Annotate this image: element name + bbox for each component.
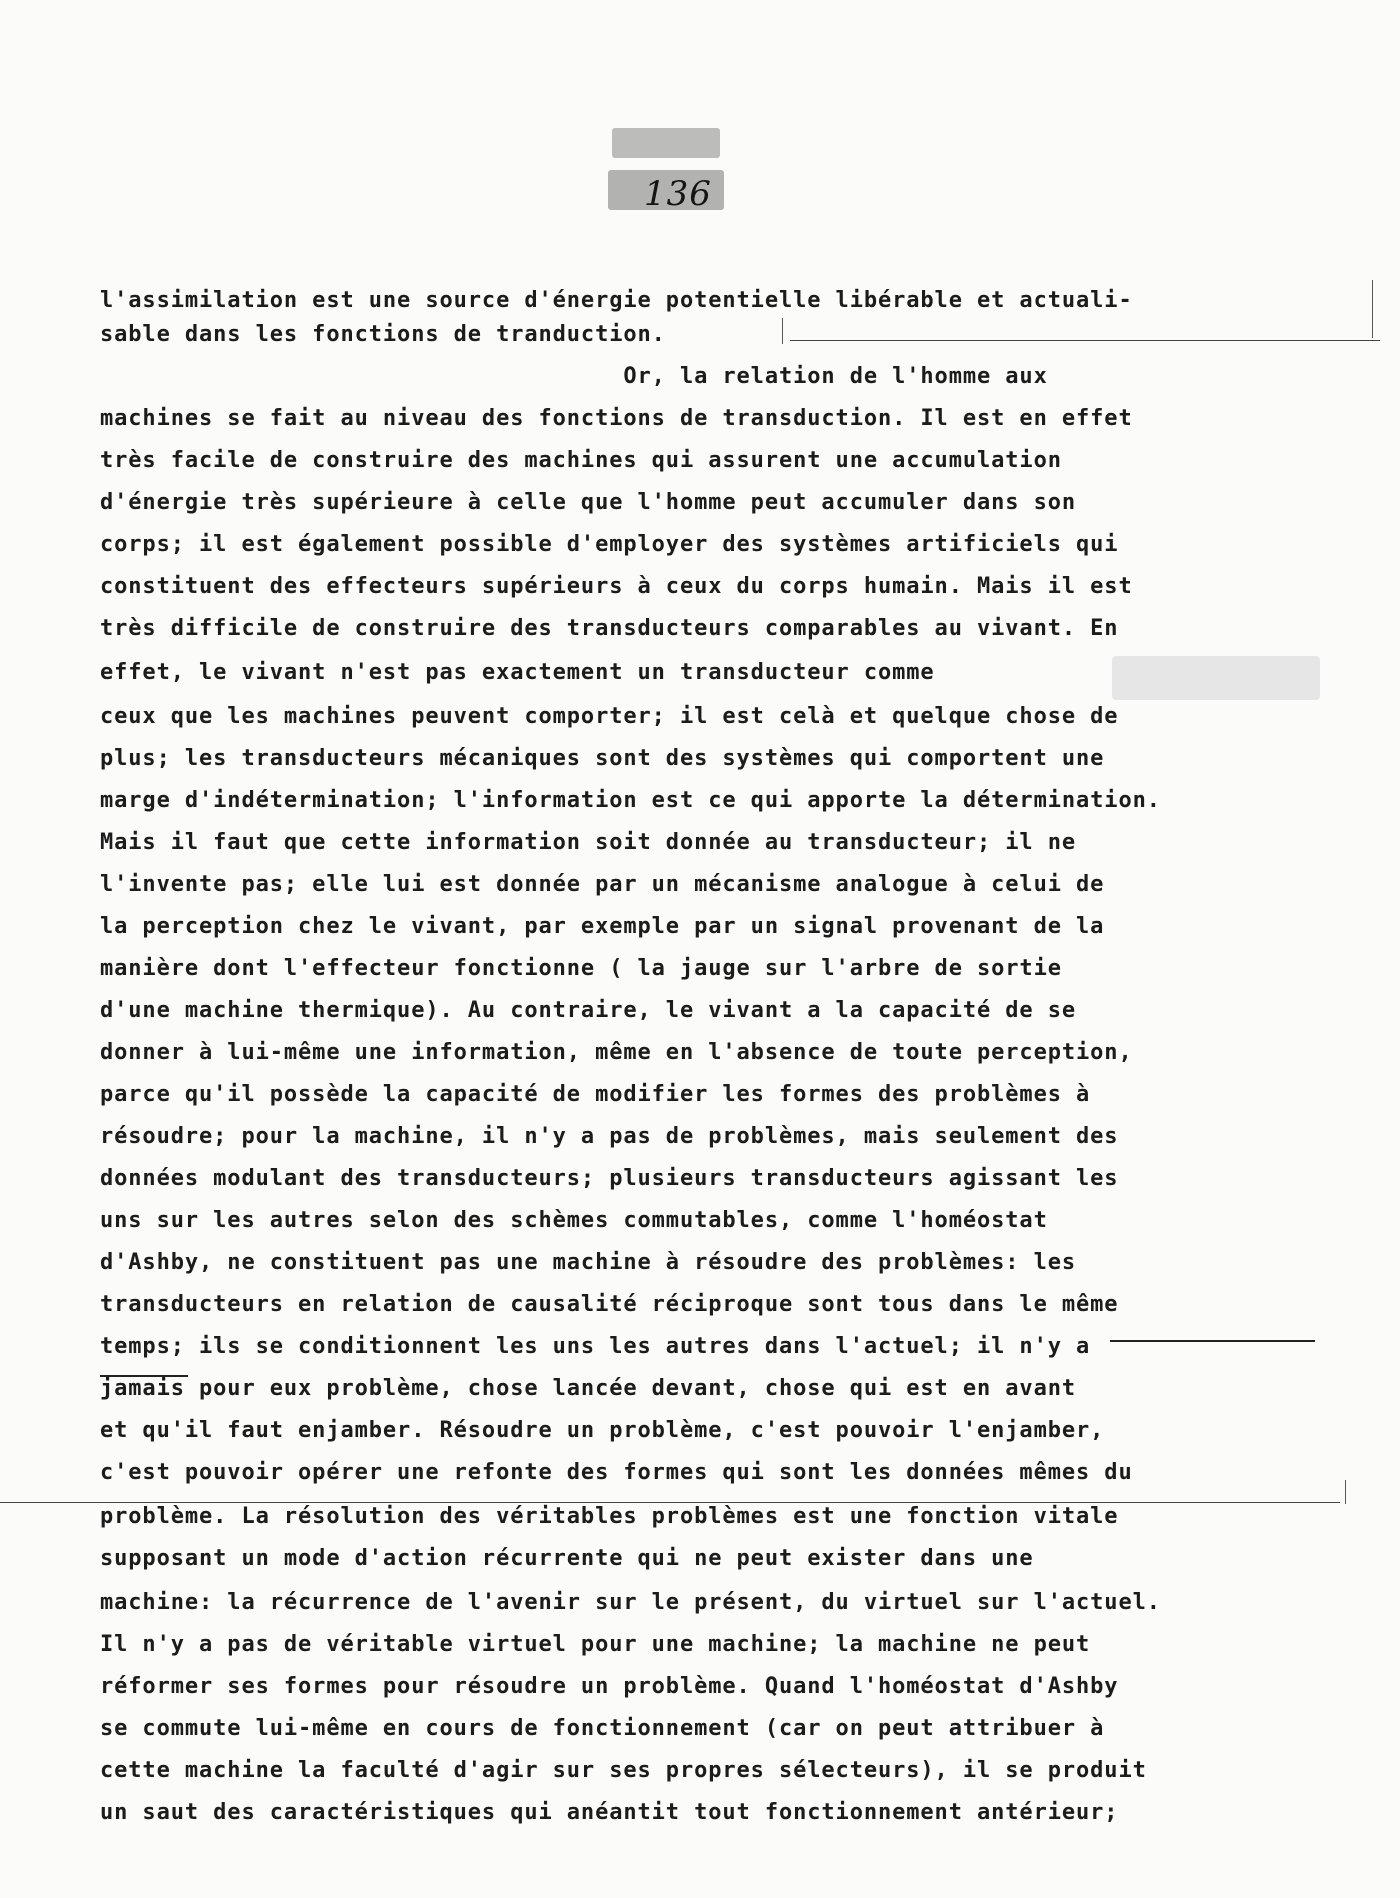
text-line: l'invente pas; elle lui est donnée par un mécanisme analogue à celui de — [100, 872, 1105, 897]
text-line: transducteurs en relation de causalité réciproque sont tous dans le même — [100, 1292, 1119, 1317]
text-line: donner à lui-même une information, même en l'absence de toute perception, — [100, 1040, 1133, 1065]
text-line: résoudre; pour la machine, il n'y a pas de problèmes, mais seulement des — [100, 1124, 1119, 1149]
text-line: un saut des caractéristiques qui anéantit tout fonctionnement antérieur; — [100, 1800, 1119, 1825]
text-line: manière dont l'effecteur fonctionne ( la jauge sur l'arbre de sortie — [100, 956, 1062, 981]
text-line: plus; les transducteurs mécaniques sont des systèmes qui comportent une — [100, 746, 1105, 771]
text-line: Or, la relation de l'homme aux — [100, 364, 1048, 389]
text-line: uns sur les autres selon des schèmes commutables, comme l'homéostat — [100, 1208, 1048, 1233]
text-line: effet, le vivant n'est pas exactement un transducteur comme — [100, 660, 935, 685]
text-line: machines se fait au niveau des fonctions de transduction. Il est en effet — [100, 406, 1133, 431]
text-line: jamais pour eux problème, chose lancée devant, chose qui est en avant — [100, 1376, 1077, 1401]
text-line: machine: la récurrence de l'avenir sur le présent, du virtuel sur l'actuel. — [100, 1590, 1161, 1615]
text-line: cette machine la faculté d'agir sur ses propres sélecteurs), il se produit — [100, 1758, 1147, 1783]
text-line: ceux que les machines peuvent comporter; il est celà et quelque chose de — [100, 704, 1119, 729]
paste-edge — [1345, 1480, 1346, 1504]
text-line: sable dans les fonctions de tranduction. — [100, 322, 666, 347]
text-line: d'Ashby, ne constituent pas une machine à résoudre des problèmes: les — [100, 1250, 1077, 1275]
text-line: se commute lui-même en cours de fonctionnement (car on peut attribuer à — [100, 1716, 1105, 1741]
text-line: données modulant des transducteurs; plusieurs transducteurs agissant les — [100, 1166, 1119, 1191]
text-line: et qu'il faut enjamber. Résoudre un problème, c'est pouvoir l'enjamber, — [100, 1418, 1105, 1443]
text-line: c'est pouvoir opérer une refonte des formes qui sont les données mêmes du — [100, 1460, 1133, 1485]
paste-edge — [1372, 280, 1373, 338]
text-line: l'assimilation est une source d'énergie potentielle libérable et actuali- — [100, 288, 1133, 313]
text-line: temps; ils se conditionnent les uns les autres dans l'actuel; il n'y a — [100, 1334, 1091, 1359]
text-line: marge d'indétermination; l'information est ce qui apporte la détermination. — [100, 788, 1161, 813]
text-line: très facile de construire des machines qui assurent une accumulation — [100, 448, 1062, 473]
text-line: d'une machine thermique). Au contraire, le vivant a la capacité de se — [100, 998, 1077, 1023]
underline-mark — [100, 1375, 188, 1377]
body-text — [100, 0, 1360, 1825]
text-line: très difficile de construire des transducteurs comparables au vivant. En — [100, 616, 1119, 641]
text-line: Mais il faut que cette information soit donnée au transducteur; il ne — [100, 830, 1077, 855]
text-line: réformer ses formes pour résoudre un problème. Quand l'homéostat d'Ashby — [100, 1674, 1119, 1699]
page-number: 136 — [644, 174, 712, 214]
text-line: parce qu'il possède la capacité de modifier les formes des problèmes à — [100, 1082, 1091, 1107]
text-line: d'énergie très supérieure à celle que l'homme peut accumuler dans son — [100, 490, 1077, 515]
text-line: la perception chez le vivant, par exemple par un signal provenant de la — [100, 914, 1105, 939]
underline-mark — [1110, 1340, 1315, 1342]
text-line: problème. La résolution des véritables problèmes est une fonction vitale — [100, 1504, 1119, 1529]
text-line: corps; il est également possible d'employer des systèmes artificiels qui — [100, 532, 1119, 557]
text-line: supposant un mode d'action récurrente qui ne peut exister dans une — [100, 1546, 1034, 1571]
text-line: constituent des effecteurs supérieurs à ceux du corps humain. Mais il est — [100, 574, 1133, 599]
text-line: Il n'y a pas de véritable virtuel pour une machine; la machine ne peut — [100, 1632, 1091, 1657]
